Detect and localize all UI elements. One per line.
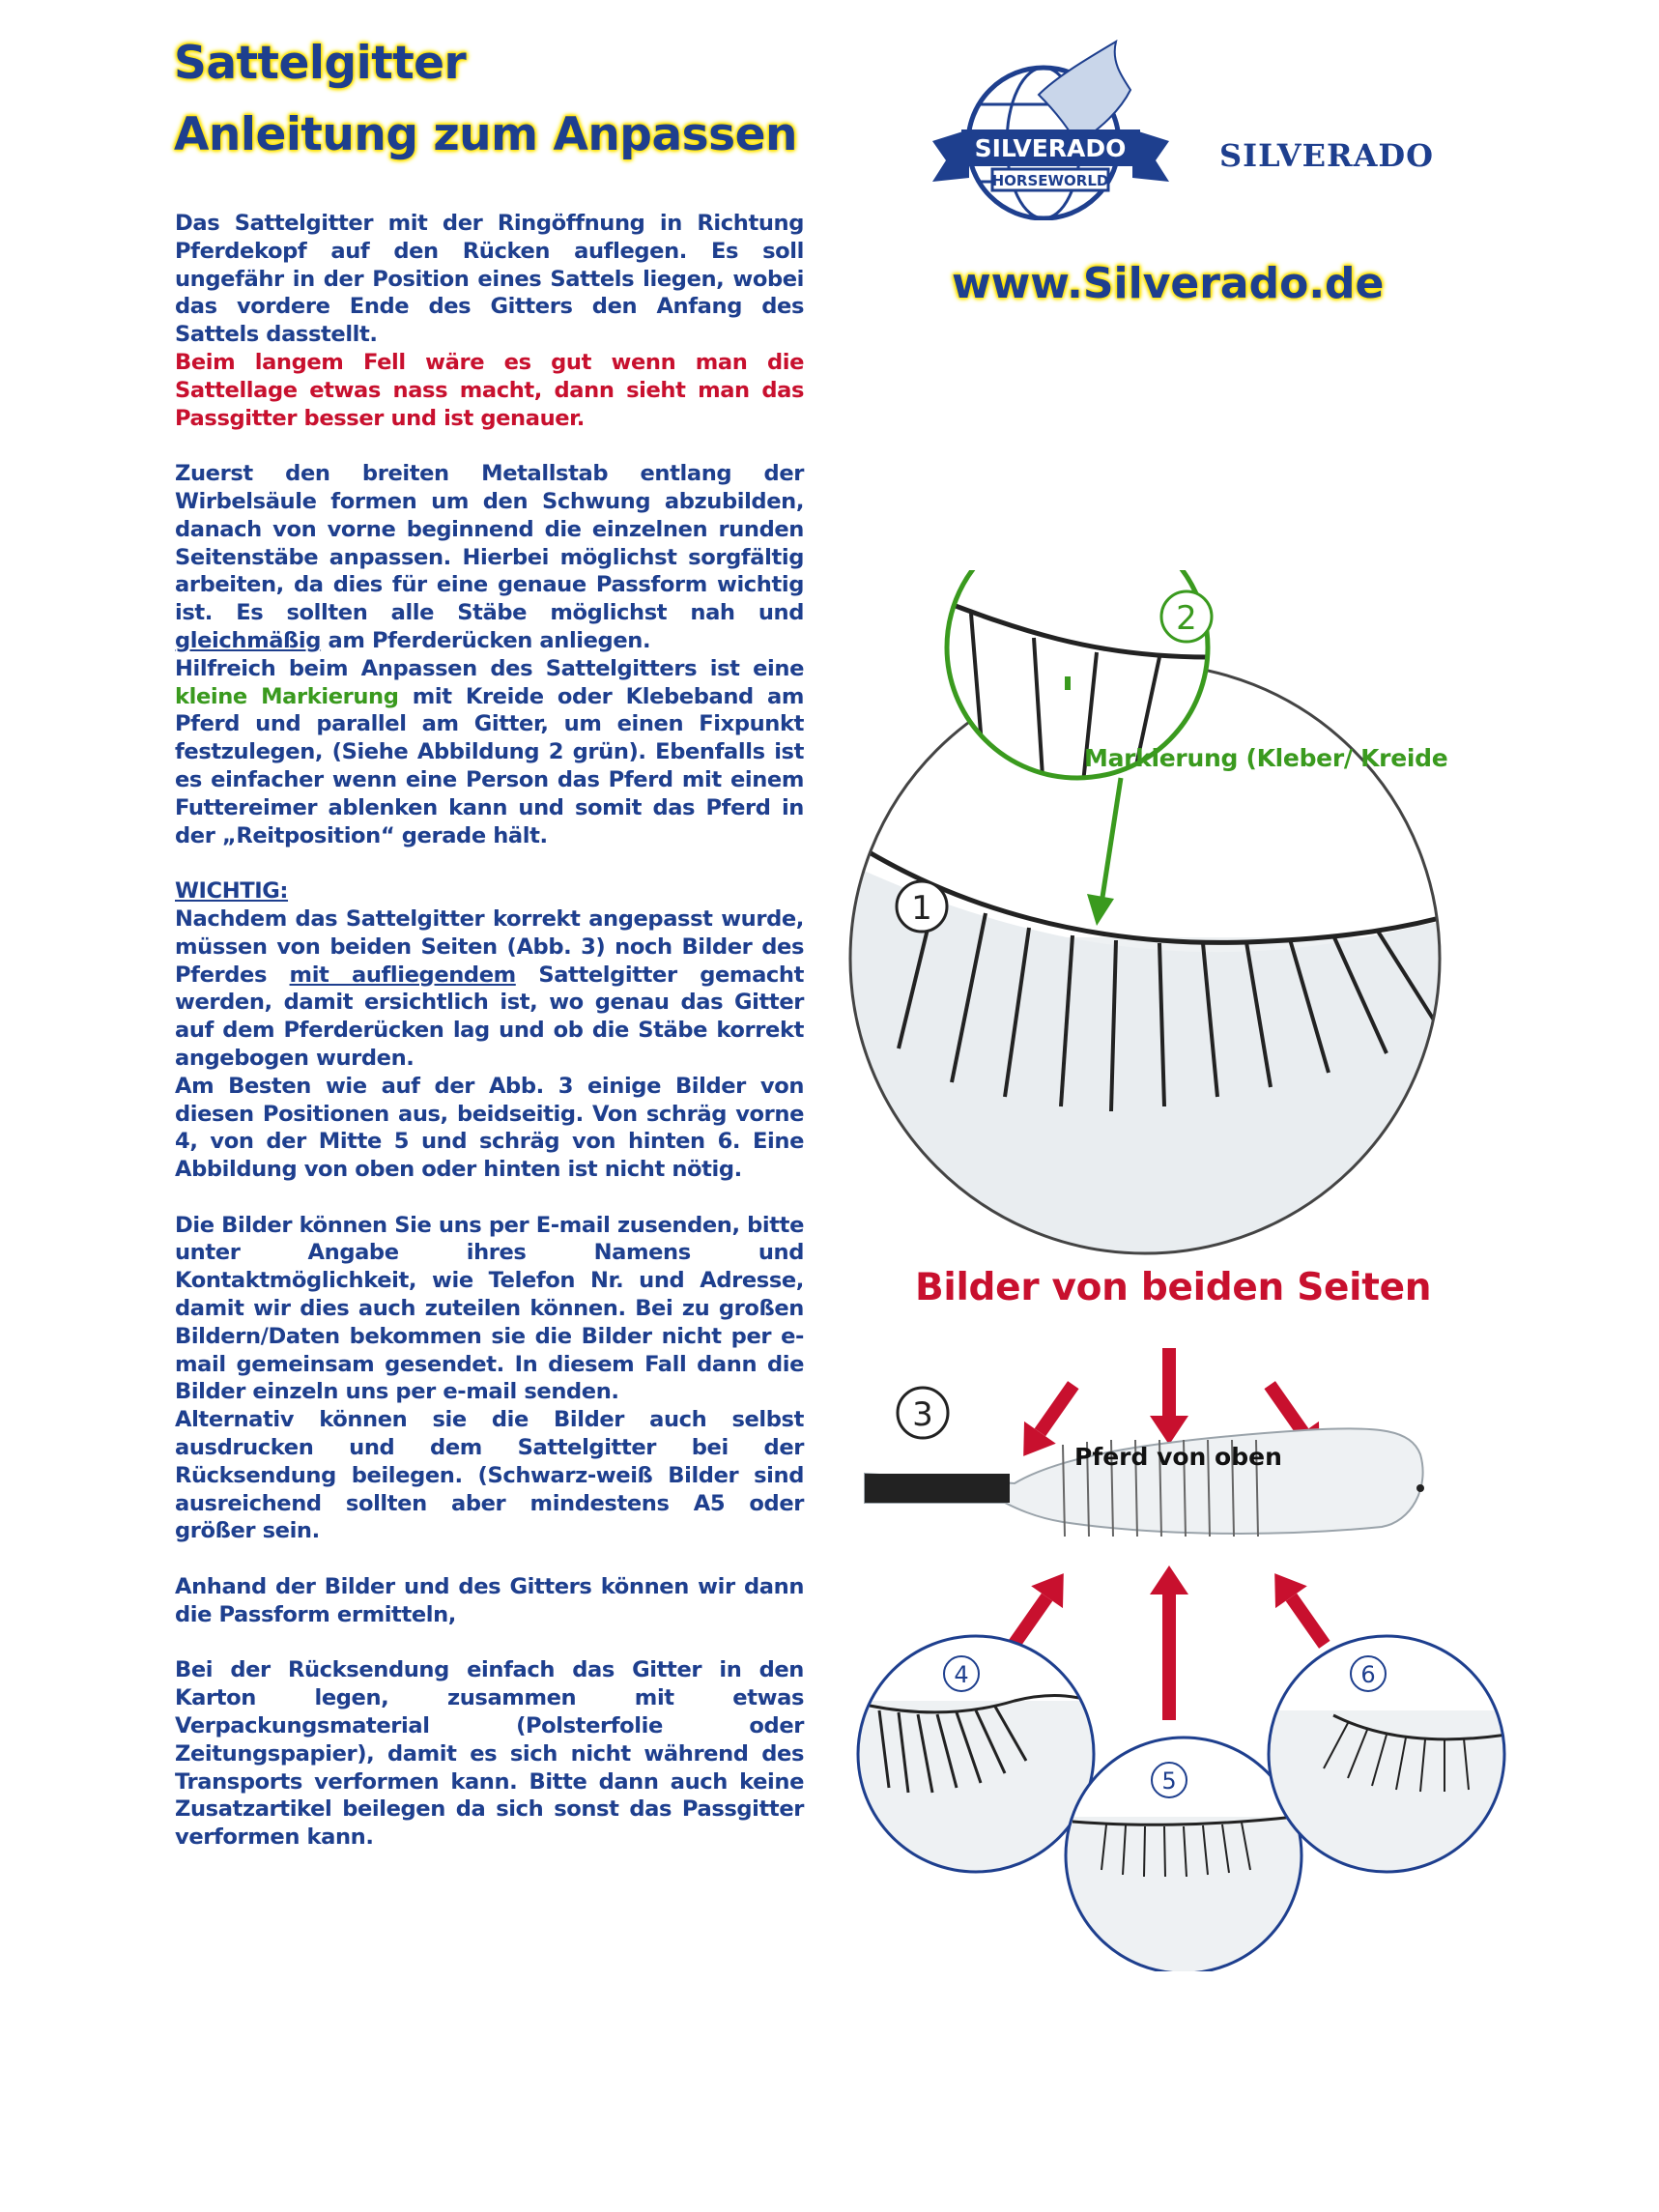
number-2: 2	[1176, 599, 1197, 638]
paragraph-9: Bei der Rücksendung einfach das Gitter in den Karton legen, zusammen mit etwas Verpackungsmaterial (Polsterfolie oder Zeitungspapier), damit es sich nicht während des Transports verformen kann. Bitte dann auch keine Zusatzartikel beilegen da sich sonst das Passgitter verformen kann.	[175, 1657, 804, 1851]
both-sides-heading: Bilder von beiden Seiten	[915, 1266, 1432, 1309]
photo-circle-6	[1266, 1633, 1507, 1872]
marker-label: Markierung (Kleber/ Kreide	[1084, 744, 1448, 772]
number-1: 1	[911, 889, 932, 928]
logo-text-sub: HORSEWORLD	[991, 172, 1109, 189]
paragraph-2: Zuerst den breiten Metallstab entlang der Wirbelsäule formen um den Schwung abzubilden, danach von vorne beginnend die einzelnen runden Seitenstäbe anpassen. Hierbei möglichst sorgfältig arbeiten, da dies für eine genaue Passform wichtig ist. Es sollten alle Stäbe möglichst nah und gleichmäßig am Pferderücken anliegen.	[175, 461, 804, 653]
number-3: 3	[912, 1395, 933, 1434]
number-4: 4	[954, 1661, 969, 1688]
instruction-text	[175, 210, 804, 1852]
silverado-logo	[923, 37, 1179, 220]
number-6: 6	[1360, 1661, 1376, 1688]
paragraph-4: Nachdem das Sattelgitter korrekt angepasst wurde, müssen von beiden Seiten (Abb. 3) noch Bilder des Pferdes mit aufliegendem Sattelgitter gemacht werden, damit ersichtlich ist, wo genau das Gitter auf dem Pferderücken lag und ob die Stäbe korrekt angebogen wurden.	[175, 905, 804, 1071]
logo-text-main: SILVERADO	[974, 134, 1127, 162]
detail-circle-1	[841, 647, 1517, 1266]
title-line-1: Sattelgitter	[174, 37, 467, 90]
paragraph-8: Anhand der Bilder und des Gitters können wir dann die Passform ermitteln,	[175, 1574, 804, 1627]
brand-text: SILVERADO	[1219, 137, 1435, 174]
paragraph-1-red: Beim langem Fell wäre es gut wenn man die Sattellage etwas nass macht, dann sieht man das Passgitter besser und ist genauer.	[175, 349, 804, 431]
paragraph-1: Das Sattelgitter mit der Ringöffnung in Richtung Pferdekopf auf den Rücken auflegen. Es soll ungefähr in der Position eines Sattels liegen, wobei das vordere Ende des Gitters den Anfang des Sattels dasstellt.	[175, 211, 804, 348]
paragraph-3: Hilfreich beim Anpassen des Sattelgitters ist eine kleine Markierung mit Kreide oder Klebeband am Pferd und parallel am Gitter, um einen Fixpunkt festzulegen, (Siehe Abbildung 2 grün). Ebenfalls ist es einfacher wenn eine Person das Pferd mit einem Futtereimer ablenken kann und somit das Pferd in der „Reitposition“ gerade hält.	[175, 655, 804, 848]
website-url[interactable]: www.Silverado.de	[952, 259, 1385, 308]
paragraph-6: Die Bilder können Sie uns per E-mail zusenden, bitte unter Angabe ihres Namens und Kontaktmöglichkeit, wie Telefon Nr. und Adresse, damit wir dies auch zuteilen können. Bei zu großen Bildern/Daten bekommen sie die Bilder nicht per e-mail gemeinsam gesendet. In diesem Fall dann die Bilder einzeln uns per e-mail senden.	[175, 1212, 804, 1405]
title-line-2: Anleitung zum Anpassen	[174, 108, 797, 161]
paragraph-7: Alternativ können sie die Bilder auch selbst ausdrucken und dem Sattelgitter bei der Rücksendung beilegen. (Schwarz-weiß Bilder sind ausreichend sollten aber mindestens A5 oder größer sein.	[175, 1407, 804, 1544]
paragraph-5: Am Besten wie auf der Abb. 3 einige Bilder von diesen Positionen aus, beidseitig. Von schräg vorne 4, von der Mitte 5 und schräg von hinten 6. Eine Abbildung von oben oder hinten ist nicht nötig.	[175, 1073, 804, 1183]
wichtig-heading: WICHTIG:	[175, 878, 289, 905]
number-5: 5	[1161, 1767, 1177, 1795]
top-view-label: Pferd von oben	[1074, 1443, 1282, 1471]
